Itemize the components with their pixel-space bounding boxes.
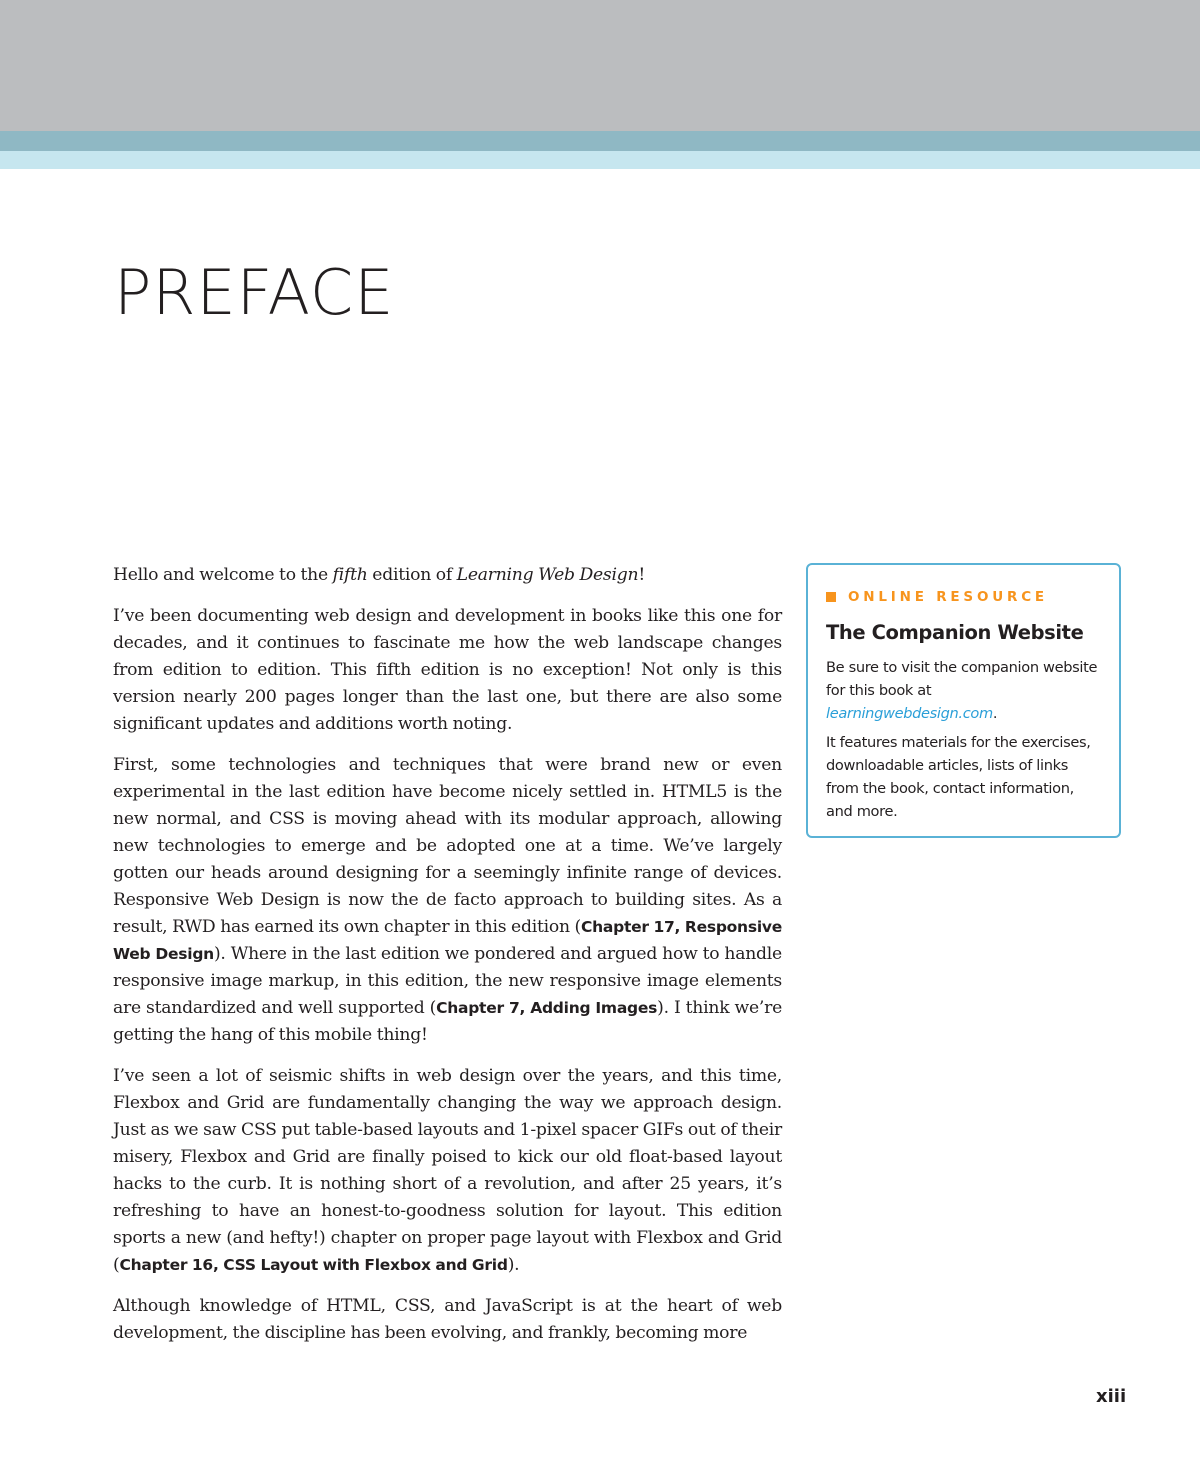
text-run: ! <box>638 565 645 585</box>
text-run: First, some technologies and techniques that were brand new or even experimental in the last edition have become nicely settled in. HTML5 is the new normal, and CSS is moving ahead with its modular approach, allowing new technologies to emerge and be adopted one at a time. We’ve largely gotten our heads around designing for a seemingly infinite range of devices. Responsive Web Design is now the de facto approach to building sites. As a result, RWD has earned its own chapter in this edition ( <box>113 755 782 937</box>
chapter-title: PREFACE <box>114 256 395 329</box>
body-paragraph-1 <box>113 562 782 589</box>
page-number: xiii <box>1096 1386 1127 1407</box>
emphasis-fifth: fifth <box>332 565 368 585</box>
text-run: edition of <box>367 565 457 585</box>
header-band-teal <box>0 131 1200 151</box>
chapter-cross-reference[interactable]: Chapter 16, CSS Layout with Flexbox and Grid <box>119 1256 508 1274</box>
sidebar-paragraph-1 <box>826 656 1101 725</box>
header-band-light <box>0 151 1200 169</box>
sidebar-title: The Companion Website <box>826 621 1084 644</box>
body-paragraph-3 <box>113 752 782 1049</box>
sidebar-header <box>826 587 1101 607</box>
text-run: ). Where in the last edition we pondered and argued how to handle responsive image markup, in this edition, the new responsive image elements are standardized and well supported ( <box>113 944 782 1018</box>
body-paragraph-2: I’ve been documenting web design and development in books like this one for decades, and it continues to fascinate me how the web landscape changes from edition to edition. This fifth edition is no exception! Not only is this version nearly 200 pages longer than the last one, but there are also some significant updates and additions worth noting. <box>113 606 782 734</box>
body-paragraph-5: Although knowledge of HTML, CSS, and JavaScript is at the heart of web development, the discipline has been evolving, and frankly, becoming more <box>113 1296 782 1343</box>
text-run: I’ve seen a lot of seismic shifts in web design over the years, and this time, Flexbox and Grid are fundamentally changing the way we approach design. Just as we saw CSS put table-based layouts and 1-pixel spacer GIFs out of their misery, Flexbox and Grid are finally poised to kick our old float-based layout hacks to the curb. It is nothing short of a revolution, and after 25 years, it’s refreshing to have an honest-to-goodness solution for layout. This edition sports a new (and hefty!) chapter on proper page layout with Flexbox and Grid ( <box>113 1066 782 1275</box>
header-band-gray <box>0 0 1200 131</box>
main-body-text <box>113 562 782 1361</box>
text-run: . <box>992 705 998 722</box>
orange-square-icon <box>826 592 836 602</box>
companion-website-link[interactable]: learningwebdesign.com <box>826 705 993 722</box>
book-title-emphasis: Learning Web Design <box>456 565 639 585</box>
text-run: ). I think we’re getting the hang of this mobile thing! <box>113 998 782 1045</box>
text-run: Be sure to visit the companion website for this book at <box>826 659 1098 699</box>
chapter-cross-reference[interactable]: Chapter 7, Adding Images <box>436 999 658 1017</box>
chapter-cross-reference[interactable]: Chapter 17, Responsive Web Design <box>113 918 782 963</box>
sidebar-paragraph-2: It features materials for the exercises, downloadable articles, lists of links from the book, contact information, and more. <box>826 734 1091 820</box>
text-run: Hello and welcome to the <box>113 565 333 585</box>
text-run: ). <box>507 1255 520 1275</box>
sidebar-label: ONLINE RESOURCE <box>848 589 1048 605</box>
online-resource-sidebar <box>806 563 1121 838</box>
body-paragraph-4 <box>113 1063 782 1279</box>
